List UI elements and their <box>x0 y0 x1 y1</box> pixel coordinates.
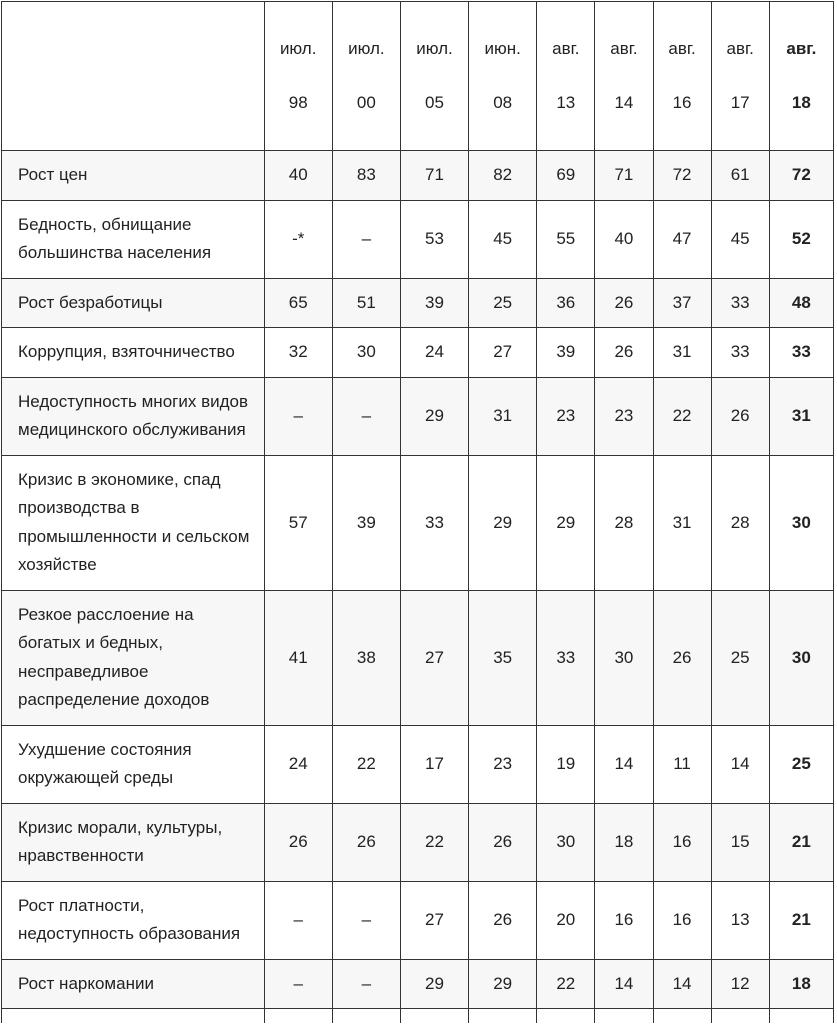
value-cell: 22 <box>332 725 400 803</box>
value-cell: 29 <box>537 455 595 590</box>
header-cell <box>400 2 468 151</box>
value-cell: 65 <box>264 278 332 328</box>
value-cell: 29 <box>400 377 468 455</box>
header-year: 08 <box>493 93 513 112</box>
table-row <box>2 278 834 328</box>
value-cell: 72 <box>769 151 833 201</box>
empty-cell <box>400 1009 468 1024</box>
value-cell: 14 <box>653 959 711 1009</box>
value-cell: 33 <box>711 278 769 328</box>
header-cell <box>469 2 537 151</box>
value-cell: 30 <box>595 590 653 725</box>
value-cell: – <box>264 881 332 959</box>
header-month: июл. <box>279 38 317 58</box>
value-cell: 33 <box>400 455 468 590</box>
value-cell: 25 <box>469 278 537 328</box>
row-label: Недоступность многих видов медицинского обслуживания <box>2 377 265 455</box>
value-cell: 31 <box>469 377 537 455</box>
row-label: Кризис в экономике, спад производства в промышленности и сельском хозяйстве <box>2 455 265 590</box>
row-label: Бедность, обнищание большинства населения <box>2 200 265 278</box>
value-cell: 61 <box>711 151 769 201</box>
table-row <box>2 455 834 590</box>
value-cell: 26 <box>595 278 653 328</box>
value-cell: 28 <box>595 455 653 590</box>
value-cell: 27 <box>400 881 468 959</box>
value-cell: 52 <box>769 200 833 278</box>
row-label: Коррупция, взяточничество <box>2 328 265 378</box>
value-cell: 82 <box>469 151 537 201</box>
value-cell: – <box>264 377 332 455</box>
header-month: авг. <box>668 38 696 58</box>
value-cell: 13 <box>711 881 769 959</box>
value-cell: 14 <box>595 725 653 803</box>
value-cell: 69 <box>537 151 595 201</box>
value-cell: 27 <box>469 328 537 378</box>
value-cell: 31 <box>653 455 711 590</box>
empty-cell <box>2 1009 265 1024</box>
value-cell: – <box>332 959 400 1009</box>
value-cell: 27 <box>400 590 468 725</box>
value-cell: 33 <box>769 328 833 378</box>
header-month: авг. <box>552 38 580 58</box>
value-cell: 11 <box>653 725 711 803</box>
header-year: 05 <box>425 93 444 112</box>
value-cell: 25 <box>711 590 769 725</box>
empty-cell <box>769 1009 833 1024</box>
value-cell: 31 <box>653 328 711 378</box>
header-year: 13 <box>556 93 576 112</box>
row-label: Рост цен <box>2 151 265 201</box>
value-cell: 71 <box>400 151 468 201</box>
value-cell: 83 <box>332 151 400 201</box>
empty-cell <box>653 1009 711 1024</box>
value-cell: 22 <box>653 377 711 455</box>
value-cell: 32 <box>264 328 332 378</box>
header-year: 18 <box>791 93 811 112</box>
header-row <box>2 2 834 151</box>
value-cell: 38 <box>332 590 400 725</box>
header-month: июл. <box>416 38 453 58</box>
value-cell: 37 <box>653 278 711 328</box>
value-cell: 28 <box>711 455 769 590</box>
row-label: Рост платности, недоступность образования <box>2 881 265 959</box>
table-row <box>2 200 834 278</box>
value-cell: 30 <box>769 590 833 725</box>
empty-cell <box>332 1009 400 1024</box>
header-year: 14 <box>614 93 634 112</box>
value-cell: 12 <box>711 959 769 1009</box>
row-label: Ухудшение состояния окружающей среды <box>2 725 265 803</box>
value-cell: – <box>332 200 400 278</box>
value-cell: 72 <box>653 151 711 201</box>
value-cell: 31 <box>769 377 833 455</box>
empty-cell <box>595 1009 653 1024</box>
header-cell <box>264 2 332 151</box>
header-month: авг. <box>610 38 638 58</box>
value-cell: 25 <box>769 725 833 803</box>
value-cell: 40 <box>595 200 653 278</box>
empty-cell <box>264 1009 332 1024</box>
empty-cell <box>469 1009 537 1024</box>
header-month: июн. <box>484 38 521 58</box>
header-month: авг. <box>786 38 817 58</box>
value-cell: 57 <box>264 455 332 590</box>
header-cell <box>653 2 711 151</box>
value-cell: 55 <box>537 200 595 278</box>
header-year: 98 <box>288 93 308 112</box>
header-year: 16 <box>672 93 692 112</box>
value-cell: 41 <box>264 590 332 725</box>
value-cell: 26 <box>264 803 332 881</box>
value-cell: 26 <box>332 803 400 881</box>
table-row <box>2 959 834 1009</box>
row-label: Рост безработицы <box>2 278 265 328</box>
table-row <box>2 881 834 959</box>
value-cell: – <box>264 959 332 1009</box>
value-cell: 35 <box>469 590 537 725</box>
value-cell: – <box>332 377 400 455</box>
header-month: июл. <box>348 38 385 58</box>
value-cell: 23 <box>469 725 537 803</box>
survey-table <box>1 1 834 1023</box>
value-cell: 51 <box>332 278 400 328</box>
value-cell: 53 <box>400 200 468 278</box>
value-cell: – <box>332 881 400 959</box>
value-cell: 30 <box>332 328 400 378</box>
header-cell <box>332 2 400 151</box>
row-label: Рост наркомании <box>2 959 265 1009</box>
value-cell: 14 <box>595 959 653 1009</box>
table-row-partial <box>2 1009 834 1024</box>
value-cell: 22 <box>537 959 595 1009</box>
table-row <box>2 725 834 803</box>
value-cell: 26 <box>711 377 769 455</box>
value-cell: 18 <box>595 803 653 881</box>
value-cell: 36 <box>537 278 595 328</box>
value-cell: 24 <box>264 725 332 803</box>
table-row <box>2 803 834 881</box>
value-cell: 29 <box>400 959 468 1009</box>
value-cell: 45 <box>711 200 769 278</box>
header-year: 17 <box>730 93 750 112</box>
value-cell: 15 <box>711 803 769 881</box>
value-cell: 71 <box>595 151 653 201</box>
header-month: авг. <box>726 38 754 58</box>
value-cell: 26 <box>469 881 537 959</box>
value-cell: 39 <box>537 328 595 378</box>
header-year: 00 <box>356 93 376 112</box>
value-cell: 23 <box>537 377 595 455</box>
table-body <box>2 151 834 1024</box>
header-cell <box>711 2 769 151</box>
value-cell: 22 <box>400 803 468 881</box>
value-cell: 29 <box>469 455 537 590</box>
value-cell: 20 <box>537 881 595 959</box>
value-cell: 14 <box>711 725 769 803</box>
value-cell: 26 <box>653 590 711 725</box>
header-corner-cell <box>2 2 265 151</box>
value-cell: -* <box>264 200 332 278</box>
value-cell: 47 <box>653 200 711 278</box>
value-cell: 39 <box>332 455 400 590</box>
value-cell: 16 <box>653 803 711 881</box>
table-row <box>2 590 834 725</box>
value-cell: 26 <box>469 803 537 881</box>
value-cell: 33 <box>711 328 769 378</box>
value-cell: 48 <box>769 278 833 328</box>
table-row <box>2 328 834 378</box>
value-cell: 16 <box>653 881 711 959</box>
value-cell: 23 <box>595 377 653 455</box>
header-cell <box>537 2 595 151</box>
value-cell: 21 <box>769 881 833 959</box>
row-label: Резкое расслоение на богатых и бедных, несправедливое распределение доходов <box>2 590 265 725</box>
header-cell <box>595 2 653 151</box>
table-row <box>2 151 834 201</box>
value-cell: 16 <box>595 881 653 959</box>
value-cell: 21 <box>769 803 833 881</box>
value-cell: 33 <box>537 590 595 725</box>
value-cell: 29 <box>469 959 537 1009</box>
value-cell: 30 <box>769 455 833 590</box>
value-cell: 45 <box>469 200 537 278</box>
value-cell: 30 <box>537 803 595 881</box>
value-cell: 24 <box>400 328 468 378</box>
header-cell-latest <box>769 2 833 151</box>
value-cell: 18 <box>769 959 833 1009</box>
value-cell: 17 <box>400 725 468 803</box>
value-cell: 39 <box>400 278 468 328</box>
value-cell: 40 <box>264 151 332 201</box>
empty-cell <box>711 1009 769 1024</box>
table-row <box>2 377 834 455</box>
row-label: Кризис морали, культуры, нравственности <box>2 803 265 881</box>
empty-cell <box>537 1009 595 1024</box>
value-cell: 26 <box>595 328 653 378</box>
value-cell: 19 <box>537 725 595 803</box>
